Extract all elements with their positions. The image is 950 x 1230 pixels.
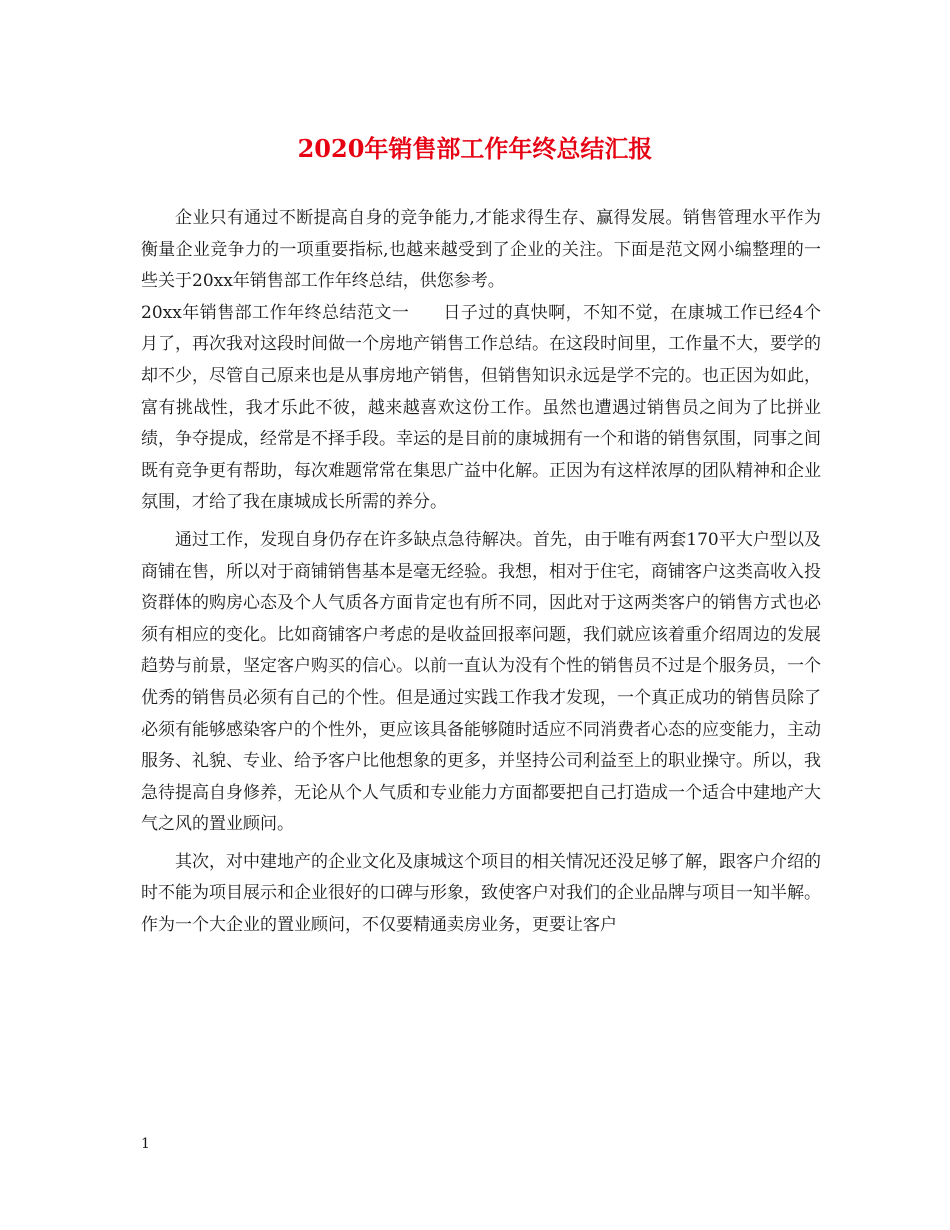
section1-first-paragraph — [141, 298, 821, 519]
page-number: 1 — [141, 1136, 150, 1152]
section1-third-paragraph: 其次，对中建地产的企业文化及康城这个项目的相关情况还没足够了解，跟客户介绍的时不能为项目展示和企业很好的口碑与形象，致使客户对我们的企业品牌与项目一知半解。作为一个大企业的置业顾问，不仅要精通卖房业务，更要让客户 — [141, 851, 821, 936]
section1-second-paragraph: 通过工作，发现自身仍存在许多缺点急待解决。首先，由于唯有两套170平大户型以及商铺在售，所以对于商铺销售基本是毫无经验。我想，相对于住宅，商铺客户这类高收入投资群体的购房心态及个人气质各方面肯定也有所不同，因此对于这两类客户的销售方式也必须有相应的变化。比如商铺客户考虑的是收益回报率问题，我们就应该着重介绍周边的发展趋势与前景，坚定客户购买的信心。以前一直认为没有个性的销售员不过是个服务员，一个优秀的销售员必须有自己的个性。但是通过实践工作我才发现，一个真正成功的销售员除了必须有能够感染客户的个性外，更应该具备能够随时适应不同消费者心态的应变能力，主动服务、礼貌、专业、给予客户比他想象的更多，并坚持公司利益至上的职业操守。所以，我急待提高自身修养，无论从个人气质和专业能力方面都要把自己打造成一个适合中建地产大气之风的置业顾问。 — [141, 529, 821, 835]
section1-p1-text: 日子过的真快啊，不知不觉，在康城工作已经4个月了，再次我对这段时间做一个房地产销售工作总结。在这段时间里，工作量不大，要学的却不少，尽管自己原来也是从事房地产销售，但销售知识永远是学不完的。也正因为如此，富有挑战性，我才乐此不彼，越来越喜欢这份工作。虽然也遭遇过销售员之间为了比拼业绩，争夺提成，经常是不择手段。幸运的是目前的康城拥有一个和谐的销售氛围，同事之间既有竞争更有帮助，每次难题常常在集思广益中化解。正因为有这样浓厚的团队精神和企业氛围，才给了我在康城成长所需的养分。 — [141, 302, 821, 513]
section-heading: 20xx年销售部工作年终总结范文一 — [141, 302, 410, 323]
document-title: 2020年销售部工作年终总结汇报 — [297, 134, 653, 163]
intro-paragraph: 企业只有通过不断提高自身的竞争能力,才能求得生存、赢得发展。销售管理水平作为衡量企业竞争力的一项重要指标,也越来越受到了企业的关注。下面是范文网小编整理的一些关于20xx年销售部工作年终总结，供您参考。 — [141, 208, 821, 292]
document-body — [141, 203, 821, 942]
